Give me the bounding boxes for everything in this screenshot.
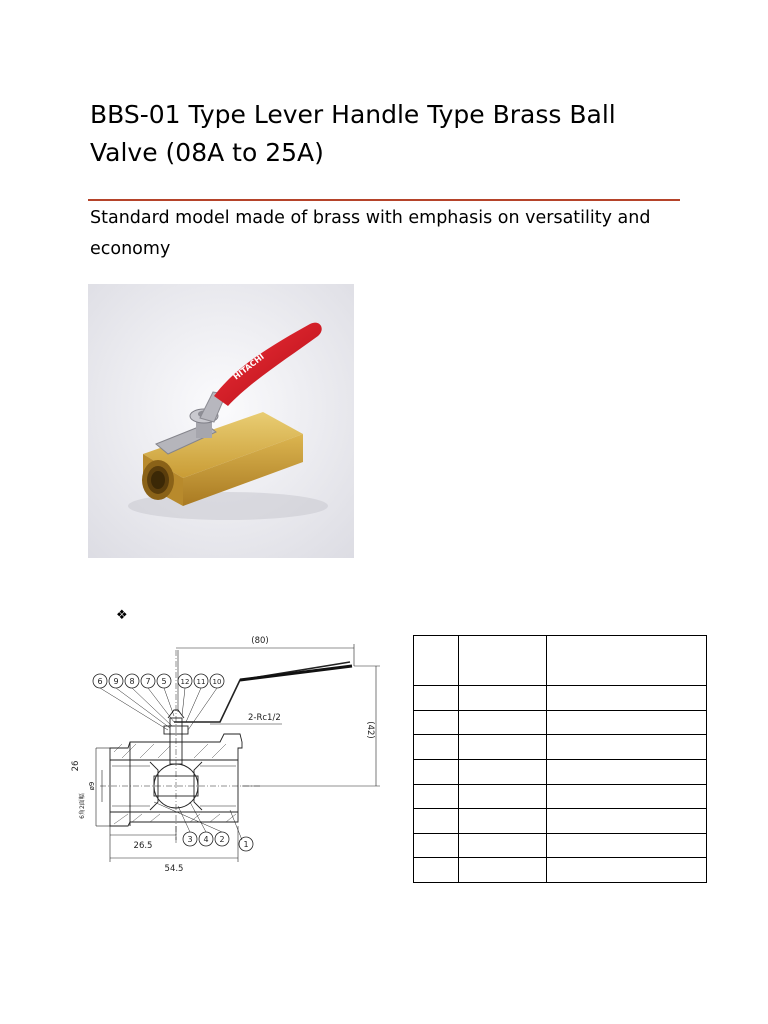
callout-10: 10: [212, 678, 222, 686]
handle-brand-text: HITACHI: [231, 352, 266, 382]
table-cell: [547, 833, 707, 858]
table-cell: [547, 686, 707, 711]
table-cell: [414, 858, 459, 883]
callout-12: 12: [180, 678, 190, 686]
table-cell: [459, 858, 547, 883]
title-divider: [88, 199, 680, 201]
table-cell: [459, 710, 547, 735]
table-cell: [459, 784, 547, 809]
table-cell: [547, 759, 707, 784]
callout-7: 7: [145, 677, 151, 686]
table-cell: [414, 710, 459, 735]
table-row: [414, 735, 707, 760]
dim-body-length: 54.5: [164, 864, 184, 874]
callout-4: 4: [203, 835, 209, 844]
valve-drawing: [70, 630, 400, 880]
table-cell: [414, 735, 459, 760]
table-cell: [414, 759, 459, 784]
table-cell: [414, 636, 459, 686]
table-cell: [459, 833, 547, 858]
dim-half-length: 26.5: [133, 841, 153, 851]
table-row: [414, 686, 707, 711]
dim-26: 26: [71, 760, 81, 772]
table-cell: [414, 784, 459, 809]
table-cell: [547, 636, 707, 686]
table-cell: [414, 833, 459, 858]
table-row: [414, 858, 707, 883]
table-cell: [459, 809, 547, 834]
callout-9: 9: [113, 677, 119, 686]
table-cell: [459, 686, 547, 711]
table-cell: [547, 784, 707, 809]
table-header-row: [414, 636, 707, 686]
thread-label: 2-Rc1/2: [248, 713, 281, 723]
page-subtitle: Standard model made of brass with emphasis on versatility and economy: [90, 208, 651, 259]
callout-11: 11: [196, 678, 206, 686]
dim-bore: ø9: [88, 781, 96, 791]
table-row: [414, 759, 707, 784]
dim-flats: 6角2面幅: [79, 793, 86, 819]
table-cell: [414, 686, 459, 711]
table-row: [414, 710, 707, 735]
table-cell: [414, 809, 459, 834]
table-cell: [547, 710, 707, 735]
table-cell: [459, 735, 547, 760]
table-row: [414, 809, 707, 834]
valve-photo: [88, 284, 354, 558]
table-row: [414, 833, 707, 858]
dim-overall-length: (80): [251, 636, 269, 646]
table-cell: [459, 636, 547, 686]
bullet-icon: ❖: [116, 608, 128, 623]
callout-2: 2: [219, 835, 225, 844]
callout-3: 3: [187, 835, 193, 844]
table-row: [414, 784, 707, 809]
table-cell: [547, 735, 707, 760]
parts-table: [413, 635, 707, 883]
table-cell: [459, 759, 547, 784]
callout-6: 6: [97, 677, 103, 686]
table-cell: [547, 809, 707, 834]
callout-1: 1: [243, 840, 249, 849]
table-cell: [547, 858, 707, 883]
callout-8: 8: [129, 677, 135, 686]
dim-height: (42): [365, 721, 375, 739]
page-title: BBS-01 Type Lever Handle Type Brass Ball Valve (08A to 25A): [90, 100, 616, 167]
callout-5: 5: [161, 677, 167, 686]
